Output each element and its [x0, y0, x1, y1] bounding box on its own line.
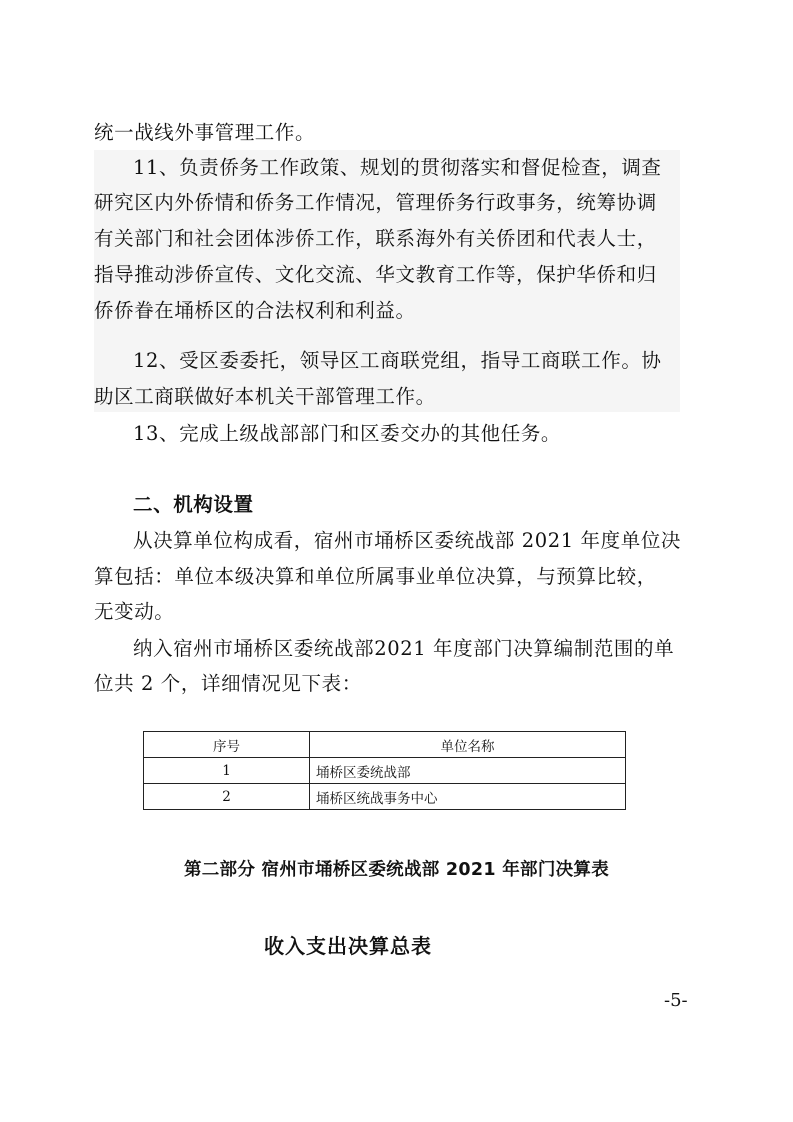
body-line: 助区工商联做好本机关干部管理工作。 — [94, 385, 436, 408]
cell-name: 埇桥区统战事务中心 — [310, 784, 626, 810]
body-line: 有关部门和社会团体涉侨工作，联系海外有关侨团和代表人士， — [94, 227, 657, 250]
column-header-name: 单位名称 — [310, 732, 626, 758]
table-row — [144, 784, 626, 810]
body-line: 纳入宿州市埇桥区委统战部2021 年度部门决算编制范围的单 — [133, 637, 675, 660]
body-line: 研究区内外侨情和侨务工作情况，管理侨务行政事务，统筹协调 — [94, 191, 657, 214]
table-row — [144, 758, 626, 784]
body-line: 无变动。 — [94, 600, 175, 623]
cell-no: 1 — [144, 758, 310, 784]
page-number: -5- — [664, 990, 688, 1011]
body-line: 统一战线外事管理工作。 — [94, 121, 316, 144]
body-line: 从决算单位构成看，宿州市埇桥区委统战部 2021 年度单位决 — [133, 529, 682, 552]
section-heading: 二、机构设置 — [133, 493, 254, 516]
body-line: 位共 2 个，详细情况见下表： — [94, 672, 362, 695]
cell-name: 埇桥区委统战部 — [310, 758, 626, 784]
body-line: 侨侨眷在埇桥区的合法权利和利益。 — [94, 299, 416, 322]
body-line: 13、完成上级战部部门和区委交办的其他任务。 — [133, 422, 562, 445]
column-header-no: 序号 — [144, 732, 310, 758]
body-line: 算包括：单位本级决算和单位所属事业单位决算，与预算比较， — [94, 565, 657, 588]
part-title: 第二部分 宿州市埇桥区委统战部 2021 年部门决算表 — [183, 860, 610, 880]
body-line: 12、受区委委托，领导区工商联党组，指导工商联工作。协 — [133, 349, 662, 372]
table-header-row — [144, 732, 626, 758]
body-line: 11、负责侨务工作政策、规划的贯彻落实和督促检查，调查 — [133, 156, 662, 179]
cell-no: 2 — [144, 784, 310, 810]
body-line: 指导推动涉侨宣传、文化交流、华文教育工作等，保护华侨和归 — [94, 263, 657, 286]
table-title: 收入支出决算总表 — [264, 934, 432, 958]
units-table — [143, 731, 626, 810]
